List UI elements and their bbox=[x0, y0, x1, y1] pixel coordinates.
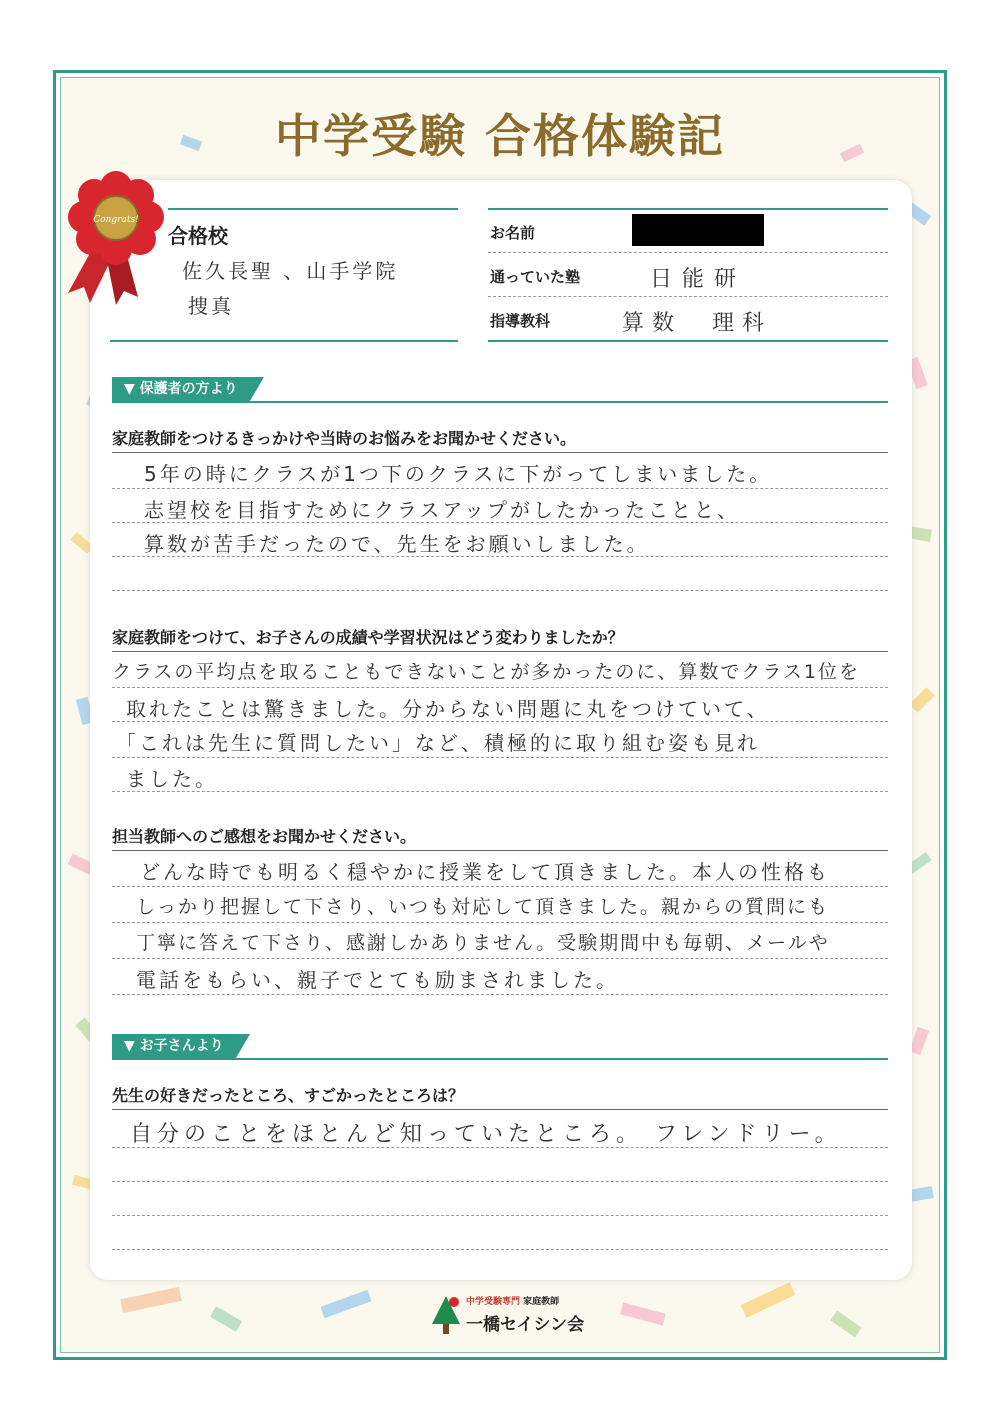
profile-bottom-rule bbox=[488, 340, 888, 342]
child-q1-rule bbox=[112, 1109, 888, 1110]
brand-name: 一橋セイシン会 bbox=[466, 1315, 585, 1335]
child-rule-4 bbox=[112, 1249, 888, 1250]
school-line-2: 捜真 bbox=[188, 294, 234, 318]
badge-text: Congrats! bbox=[93, 215, 139, 225]
a1-rule-3 bbox=[112, 556, 888, 557]
a2-rule-4 bbox=[112, 791, 888, 792]
page-title: 中学受験 合格体験記 bbox=[274, 109, 725, 163]
answer-1-line-1: 5年の時にクラスが1つ下のクラスに下がってしまいました。 bbox=[144, 462, 773, 486]
a2-rule-1 bbox=[112, 687, 888, 688]
parent-section-tab: ▼ 保護者の方より bbox=[112, 377, 250, 401]
name-redacted bbox=[632, 214, 764, 246]
profile-rule-1 bbox=[488, 252, 888, 253]
child-rule-2 bbox=[112, 1181, 888, 1182]
profile-rule-2 bbox=[488, 296, 888, 297]
answer-3-line-3: 丁寧に答えて下さり、感謝しかありません。受験期間中も毎朝、メールや bbox=[136, 932, 830, 954]
q3-rule bbox=[112, 850, 888, 851]
subject-value: 算数 理科 bbox=[622, 311, 773, 336]
answer-3-line-2: しっかり把握して下さり、いつも対応して頂きました。親からの質問にも bbox=[136, 896, 830, 918]
school-bottom-rule bbox=[110, 340, 458, 342]
answer-3-line-4: 電話をもらい、親子でとても励まされました。 bbox=[136, 968, 619, 992]
juku-value: 日能研 bbox=[650, 267, 747, 292]
child-rule-1 bbox=[112, 1147, 888, 1148]
answer-2-line-2: 取れたことは驚きました。分からない問題に丸をつけていて、 bbox=[126, 697, 770, 721]
child-rule-3 bbox=[112, 1215, 888, 1216]
parent-question-1: 家庭教師をつけるきっかけや当時のお悩みをお聞かせください。 bbox=[112, 429, 577, 448]
child-question-1: 先生の好きだったところ、すごかったところは？ bbox=[112, 1086, 465, 1105]
answer-1-line-3: 算数が苦手だったので、先生をお願いしました。 bbox=[144, 532, 650, 556]
a1-rule-4 bbox=[112, 590, 888, 591]
parent-question-2: 家庭教師をつけて、お子さんの成績や学習状況はどう変わりましたか？ bbox=[112, 628, 624, 647]
school-top-rule bbox=[168, 208, 458, 210]
child-answer-line-1: 自分のことをほとんど知っていたところ。 フレンドリー。 bbox=[130, 1122, 842, 1147]
answer-2-line-3: 「これは先生に質問したい」など、積極的に取り組む姿も見れ bbox=[116, 731, 760, 755]
q2-rule bbox=[112, 651, 888, 652]
answer-2-line-4: ました。 bbox=[126, 767, 218, 791]
school-label: 合格校 bbox=[168, 224, 228, 248]
brand-tagline: 中学受験専門 家庭教師 bbox=[466, 1297, 560, 1307]
a2-rule-3 bbox=[112, 757, 888, 758]
answer-1-line-2: 志望校を目指すためにクラスアップがしたかったことと、 bbox=[144, 498, 740, 522]
name-label: お名前 bbox=[490, 224, 536, 242]
q1-rule bbox=[112, 452, 888, 453]
child-section-tab: ▼ お子さんより bbox=[112, 1034, 236, 1058]
tree-logo-icon bbox=[430, 1294, 462, 1336]
answer-3-line-1: どんな時でも明るく穏やかに授業をして頂きました。本人の性格も bbox=[140, 860, 830, 884]
a3-rule-1 bbox=[112, 886, 888, 887]
a3-rule-3 bbox=[112, 958, 888, 959]
school-line-1: 佐久長聖 、山手学院 bbox=[182, 259, 399, 283]
a1-rule-1 bbox=[112, 488, 888, 489]
a1-rule-2 bbox=[112, 522, 888, 523]
child-section-rule bbox=[112, 1058, 888, 1060]
profile-top-rule bbox=[488, 208, 888, 210]
parent-section-rule bbox=[112, 401, 888, 403]
a3-rule-4 bbox=[112, 994, 888, 995]
rosette-badge-icon bbox=[60, 165, 170, 305]
subject-label: 指導教科 bbox=[490, 312, 551, 330]
a2-rule-2 bbox=[112, 721, 888, 722]
brand-logo bbox=[430, 1290, 590, 1338]
juku-label: 通っていた塾 bbox=[490, 268, 581, 286]
parent-question-3: 担当教師へのご感想をお聞かせください。 bbox=[112, 827, 417, 846]
answer-2-line-1: クラスの平均点を取ることもできないことが多かったのに、算数でクラス1位を bbox=[112, 661, 860, 683]
a3-rule-2 bbox=[112, 922, 888, 923]
